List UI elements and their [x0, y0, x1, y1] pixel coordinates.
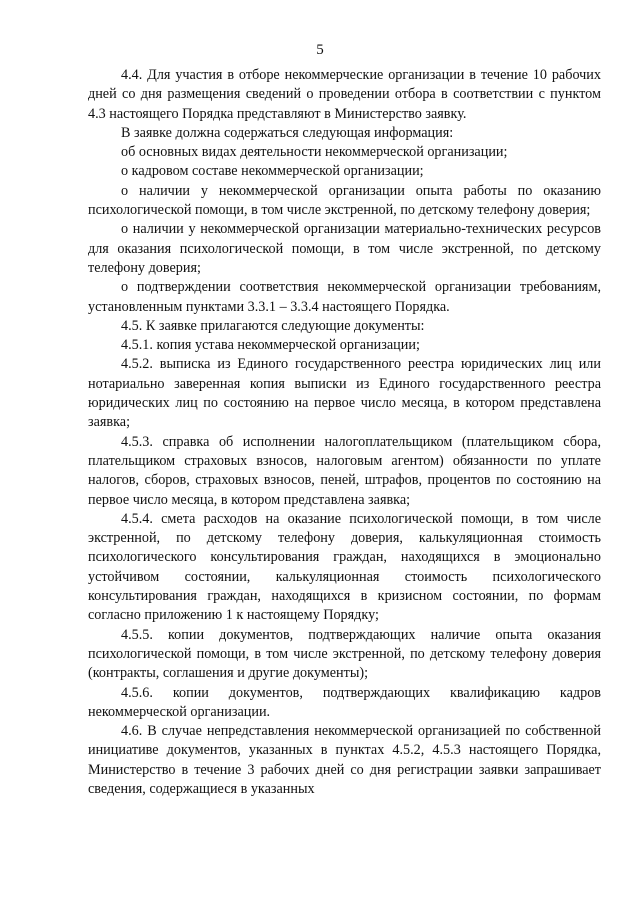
- paragraph-4-5-4: 4.5.4. смета расходов на оказание психологической помощи, в том числе экстренной, по детскому телефону доверия, калькуляционная стоимость психологического консультирования граждан, находящихся в эмоционально устойчивом состоянии, калькуляционная стоимость психологического консультирования граждан, находящихся в кризисном состоянии, по формам согласно приложению 1 к настоящему Порядку;: [88, 510, 601, 624]
- paragraph-4-5-2: 4.5.2. выписка из Единого государственного реестра юридических лиц или нотариально заверенная копия выписки из Единого государственного реестра юридических лиц по состоянию на первое число месяца, в котором представлена заявка;: [88, 356, 601, 431]
- paragraph-4-5: 4.5. К заявке прилагаются следующие документы:: [121, 317, 425, 334]
- paragraph-4-6: 4.6. В случае непредставления некоммерческой организацией по собственной инициативе документов, указанных в пунктах 4.5.2, 4.5.3 настоящего Порядка, Министерство в течение 3 рабочих дней со дня регистрации заявки запрашивает сведения, содержащиеся в указанных: [88, 723, 601, 797]
- list-item-experience: о наличии у некоммерческой организации опыта работы по оказанию психологической помощи, в том числе экстренной, по детскому телефону доверия;: [88, 182, 601, 219]
- paragraph-4-5-6: 4.5.6. копии документов, подтверждающих квалификацию кадров некоммерческой организации.: [88, 684, 601, 720]
- paragraph-4-5-1: 4.5.1. копия устава некоммерческой организации;: [121, 337, 420, 354]
- list-item-resources: о наличии у некоммерческой организации материально-технических ресурсов для оказания психологической помощи, в том числе экстренной, по детскому телефону доверия;: [88, 221, 601, 276]
- list-item-activities: об основных видах деятельности некоммерческой организации;: [121, 144, 508, 161]
- page-number: 5: [316, 42, 324, 58]
- paragraph-4-5-5: 4.5.5. копии документов, подтверждающих наличие опыта оказания психологической помощи, в том числе экстренной, по детскому телефону доверия (контракты, соглашения и другие документы);: [88, 626, 601, 682]
- document-body: [88, 66, 601, 799]
- paragraph-4-4: 4.4. Для участия в отборе некоммерческие организации в течение 10 рабочих дней со дня размещения сведений о проведении отбора в соответствии с пунктом 4.3 настоящего Порядка представляют в Министерство заявку.: [88, 67, 601, 122]
- paragraph-application-info: В заявке должна содержаться следующая информация:: [121, 124, 454, 141]
- list-item-compliance: о подтверждении соответствия некоммерческой организации требованиям, установленным пунктами 3.3.1 – 3.3.4 настоящего Порядка.: [88, 279, 601, 315]
- paragraph-4-5-3: 4.5.3. справка об исполнении налогоплательщиком (плательщиком сбора, плательщиком страховых взносов, налоговым агентом) обязанности по уплате налогов, сборов, страховых взносов, пеней, штрафов, процентов по состоянию на первое число месяца, в котором представлена заявка;: [88, 433, 601, 508]
- list-item-staff: о кадровом составе некоммерческой организации;: [121, 163, 424, 180]
